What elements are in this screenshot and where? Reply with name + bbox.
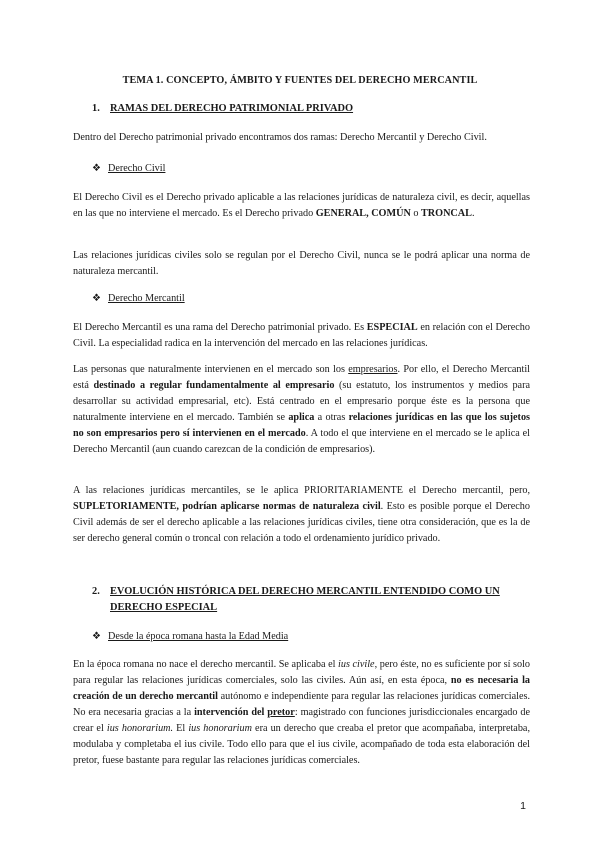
italic-text: ius civile [338, 659, 375, 670]
text-run: . Por ello, el Derecho Mercantil está [73, 364, 530, 391]
civil-paragraph-2: Las relaciones jurídicas civiles solo se regulan por el Derecho Civil, nunca se le podrá aplicar una norma de naturaleza mercantil. [73, 250, 530, 277]
text-run: En la época romana no nace el derecho mercantil. Se aplicaba el [73, 659, 339, 670]
text-run: . Esto es posible porque el Derecho Civil además de ser el derecho aplicable a las relaciones jurídicas civiles, tiene otra consideración, que es la de ser derecho general común o troncal con relación a todo el ordenamiento jurídico privado. [73, 501, 530, 544]
text-run: a otras [314, 412, 349, 423]
text-run: Las personas que naturalmente intervienen en el mercado son los [73, 364, 349, 375]
diamond-bullet-icon: ❖ [92, 631, 102, 642]
text-run: (su estatuto, los instrumentos y medios para desarrollar su actividad empresarial, etc). Está centrado en el empresario porque éste es la persona que naturalmente interviene en el mercado. También se [73, 380, 530, 423]
bold-text: ESPECIAL [366, 322, 418, 333]
section-2-title-line-1: EVOLUCIÓN HISTÓRICA DEL DERECHO MERCANTIL ENTENDIDO COMO UN [110, 586, 500, 597]
diamond-bullet-icon: ❖ [92, 293, 102, 304]
text-run: El Derecho Mercantil es una rama del Derecho patrimonial privado. Es [73, 322, 367, 333]
text-run: . [471, 208, 475, 219]
mercantil-paragraph-2 [73, 362, 530, 458]
underlined-text: empresarios [348, 364, 398, 375]
subsection-label: Desde la época romana hasta la Edad Media [108, 631, 289, 642]
section-1-number: 1. [92, 103, 100, 114]
section-2-heading [92, 584, 532, 616]
subsection-epoca-romana [92, 629, 288, 645]
italic-text: ius honorarium [188, 723, 252, 734]
subsection-label: Derecho Civil [108, 163, 166, 174]
subsection-derecho-mercantil [92, 291, 185, 307]
page-number: 1 [520, 800, 526, 812]
section-1-intro: Dentro del Derecho patrimonial privado encontramos dos ramas: Derecho Mercantil y Derecho Civil. [73, 132, 487, 143]
text-run: . A todo el que interviene en el mercado se le aplica el Derecho Mercantil (aun cuando carezcan de la condición de empresarios). [73, 428, 531, 455]
civil-paragraph-1 [73, 190, 530, 222]
text-run: El [173, 723, 189, 734]
mercantil-paragraph-1 [73, 320, 530, 352]
mercantil-paragraph-3 [73, 483, 530, 547]
text-run: A las relaciones jurídicas mercantiles, se le aplica PRIORITARIAMENTE el Derecho mercantil, pero, [73, 485, 530, 496]
bold-text: aplica [288, 412, 315, 423]
bold-text: no es necesaria la creación de un derecho mercantil [73, 675, 531, 702]
section-1-title: RAMAS DEL DERECHO PATRIMONIAL PRIVADO [110, 103, 354, 114]
subsection-derecho-civil [92, 161, 165, 177]
text-run: autónomo e independiente para regular las relaciones jurídicas comerciales. No era necesaria gracias a la [73, 691, 530, 718]
bold-text: intervención del [194, 707, 268, 718]
text-run: era un derecho que creaba el pretor que acompañaba, interpretaba, modulaba y completaba el ius civile. Todo ello para que el ius civile, acompañado de toda esta elaboración del pretor, fuese bastante para regular las relaciones jurídicas comerciales. [73, 723, 530, 766]
italic-text: ius honorarium. [106, 723, 174, 734]
section-2-number: 2. [92, 586, 100, 597]
section-2-title-line-2: DERECHO ESPECIAL [110, 602, 218, 613]
text-run: o [410, 208, 421, 219]
bold-text: relaciones jurídicas en las que los sujetos no son empresarios pero sí intervienen en el mercado [73, 412, 530, 439]
bold-text: GENERAL, COMÚN [315, 208, 411, 219]
text-run: , pero éste, no es suficiente por sí solo para regular las relaciones jurídicas comerciales, solo las civiles. Aún así, en esta época, [73, 659, 530, 686]
romana-paragraph-1 [73, 657, 530, 769]
text-run: El Derecho Civil es el Derecho privado aplicable a las relaciones jurídicas de naturaleza civil, es decir, aquellas en las que no interviene el mercado. Es el Derecho privado [73, 192, 530, 219]
diamond-bullet-icon: ❖ [92, 163, 102, 174]
bold-underlined-text: pretor [267, 707, 295, 718]
text-run: : magistrado con funciones jurisdiccionales encargado de crear el [73, 707, 531, 734]
subsection-label: Derecho Mercantil [108, 293, 185, 304]
text-run: en relación con el Derecho Civil. La especialidad radica en la intervención del mercado en las relaciones jurídicas. [73, 322, 530, 349]
document-title: TEMA 1. CONCEPTO, ÁMBITO Y FUENTES DEL DERECHO MERCANTIL [122, 75, 478, 86]
bold-text: TRONCAL [421, 208, 472, 219]
bold-text: destinado a regular fundamentalmente al empresario [93, 380, 335, 391]
bold-text: SUPLETORIAMENTE, podrían aplicarse normas de naturaleza civil [73, 501, 381, 512]
